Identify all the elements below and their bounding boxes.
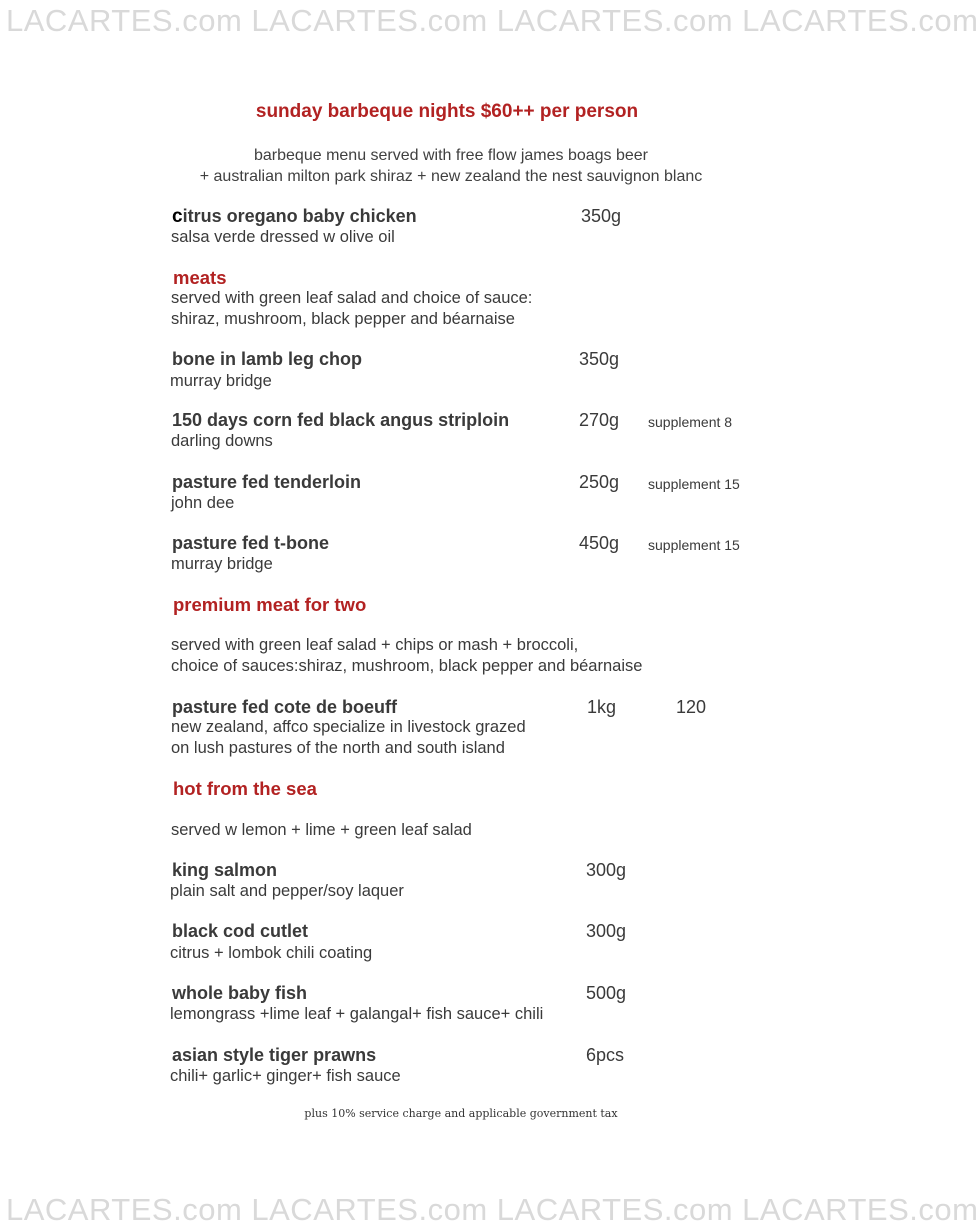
item-name-striploin: 150 days corn fed black angus striploin [172, 410, 510, 430]
section-heading-premium: premium meat for two [173, 594, 367, 615]
item-desc-cote-de-boeuff-2: on lush pastures of the north and south island [171, 739, 505, 757]
item-name-black-cod: black cod cutlet [172, 921, 309, 941]
item-desc-lamb-chop: murray bridge [170, 372, 272, 390]
item-weight-lamb-chop: 350g [579, 349, 620, 369]
item-supplement-t-bone: supplement 15 [648, 537, 740, 553]
item-weight-whole-baby-fish: 500g [586, 983, 627, 1003]
watermark-bottom: LACARTES.com LACARTES.com LACARTES.com LACARTES.com [6, 1192, 978, 1227]
item-weight-tenderloin: 250g [579, 472, 620, 492]
item-desc-citrus-chicken: salsa verde dressed w olive oil [171, 228, 395, 246]
intro-line-2: + australian milton park shiraz + new zealand the nest sauvignon blanc [199, 168, 703, 185]
item-name-king-salmon: king salmon [172, 860, 278, 880]
section-heading-meats: meats [173, 267, 227, 288]
item-name-whole-baby-fish: whole baby fish [172, 983, 308, 1003]
item-desc-king-salmon: plain salt and pepper/soy laquer [170, 882, 404, 900]
item-desc-whole-baby-fish: lemongrass +lime leaf + galangal+ fish sauce+ chili [170, 1005, 544, 1023]
item-weight-cote-de-boeuff: 1kg [587, 697, 617, 717]
section-desc-meats-2: shiraz, mushroom, black pepper and béarnaise [171, 310, 515, 328]
item-name-cote-de-boeuff: pasture fed cote de boeuff [172, 697, 398, 717]
menu-intro [0, 145, 902, 187]
watermark-top: LACARTES.com LACARTES.com LACARTES.com LACARTES.com [6, 3, 978, 38]
item-weight-striploin: 270g [579, 410, 620, 430]
section-desc-premium-1: served with green leaf salad + chips or mash + broccoli, [171, 636, 579, 654]
item-name-tenderloin: pasture fed tenderloin [172, 472, 362, 492]
item-name-citrus-chicken [172, 206, 417, 228]
section-heading-sea: hot from the sea [173, 778, 317, 799]
item-supplement-tenderloin: supplement 15 [648, 476, 740, 492]
item-name-tiger-prawns: asian style tiger prawns [172, 1045, 377, 1065]
item-desc-t-bone: murray bridge [171, 555, 273, 573]
menu-title: sunday barbeque nights $60++ per person [255, 101, 639, 122]
section-desc-premium-2: choice of sauces:shiraz, mushroom, black pepper and béarnaise [171, 657, 643, 675]
intro-line-1: barbeque menu served with free flow james boags beer [254, 147, 648, 164]
item-desc-black-cod: citrus + lombok chili coating [170, 944, 373, 962]
item-weight-black-cod: 300g [586, 921, 627, 941]
section-desc-meats-1: served with green leaf salad and choice of sauce: [171, 289, 533, 307]
item-weight-t-bone: 450g [579, 533, 620, 553]
item-desc-tiger-prawns: chili+ garlic+ ginger+ fish sauce [170, 1067, 401, 1085]
service-charge-note: plus 10% service charge and applicable government tax [304, 1107, 618, 1120]
item-weight-king-salmon: 300g [586, 860, 627, 880]
item-supplement-striploin: supplement 8 [648, 414, 733, 430]
item-price-cote-de-boeuff: 120 [676, 697, 707, 717]
item-desc-striploin: darling downs [171, 432, 273, 450]
item-name-rest: itrus oregano baby chicken [182, 206, 417, 226]
item-name-t-bone: pasture fed t-bone [172, 533, 330, 553]
item-name-lamb-chop: bone in lamb leg chop [172, 349, 363, 369]
item-desc-tenderloin: john dee [171, 494, 235, 512]
item-weight-tiger-prawns: 6pcs [586, 1045, 625, 1065]
item-name-initial: c [172, 206, 183, 227]
item-weight-citrus-chicken: 350g [581, 206, 622, 226]
section-desc-sea: served w lemon + lime + green leaf salad [171, 821, 472, 839]
item-desc-cote-de-boeuff-1: new zealand, affco specialize in livestock grazed [171, 718, 526, 736]
